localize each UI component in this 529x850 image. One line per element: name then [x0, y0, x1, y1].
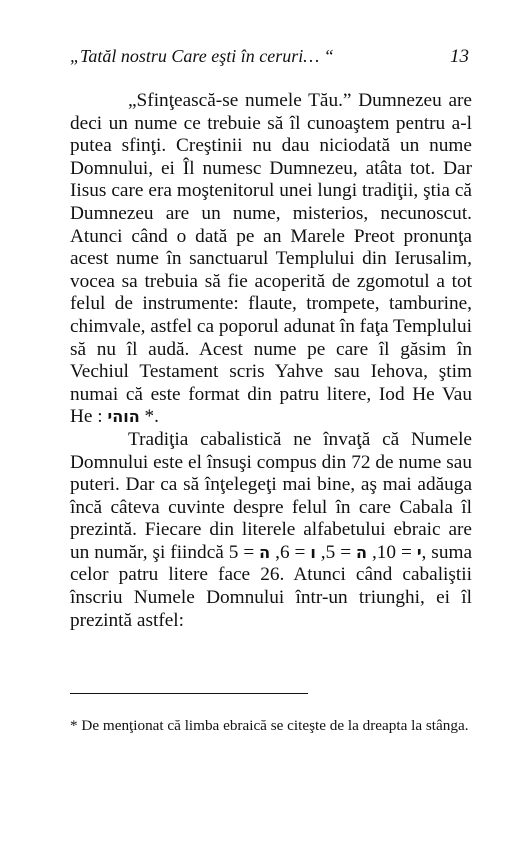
paragraph-1	[70, 90, 472, 429]
letter-vav: ו	[310, 542, 316, 562]
page-number: 13	[450, 46, 469, 67]
running-title: „Tatăl nostru Care eşti în ceruri… “	[70, 46, 334, 66]
paragraph-2-text-a: Tradiţia cabalistică ne învaţă că Numele Domnului este el însuşi compus din 72 de nume sau puteri. Dar ca să înţelegeţi mai bine, aş mai adăuga încă câteva cuvinte despre felul în care Cabala îl prezintă. Fiecare din literele alfabetului ebraic are un număr, şi fiindcă	[70, 428, 472, 563]
footnote-rule	[70, 693, 308, 694]
paragraph-2	[70, 429, 472, 632]
footnote: * De menţionat că limba ebraică se citeşte de la dreapta la stânga.	[70, 717, 469, 734]
running-header	[70, 46, 469, 74]
value-vav: = 6,	[270, 541, 311, 563]
paragraph-1-text: „Sfinţească-se numele Tău.” Dumnezeu are deci un nume ce trebuie să îl cunoaştem pentru a-l putea sfinţi. Creştinii nu dau niciodată un nume Domnului, ei Îl numesc Dumnezeu, atâta tot. Dar Iisus care era moştenitorul unei lungi tradiţii, ştia că Dumnezeu are un nume, misterios, necunoscut. Atunci când o dată pe an Marele Preot pronunţa acest nume în sanctuarul Templului din Ierusalim, vocea sa trebuia să fie acoperită de zgomotul a tot felul de instrumente: flaute, trompete, tamburine, chimvale, astfel ca poporul adunat în faţa Templului să nu îl audă. Acest nume pe care îl găsim în Vechiul Testament scris Yahve sau Iehova, ştim numai că este format din patru litere, Iod He Vau He :	[70, 90, 472, 428]
letter-he-1: ה	[356, 542, 368, 562]
value-he-1: = 5,	[315, 541, 357, 563]
tetragrammaton: הוהי	[107, 407, 140, 427]
footnote-mark: *.	[139, 406, 159, 428]
paragraph-2-text-b: = 5, suma celor patru litere face 26. Atunci când cabaliştii înscriu Numele Domnului într-un triunghi, ei îl prezintă astfel:	[70, 541, 473, 631]
letter-yod: י	[416, 542, 422, 562]
letter-he-2: ה	[259, 542, 271, 562]
body-text	[70, 90, 472, 632]
value-yod: = 10,	[367, 541, 417, 563]
